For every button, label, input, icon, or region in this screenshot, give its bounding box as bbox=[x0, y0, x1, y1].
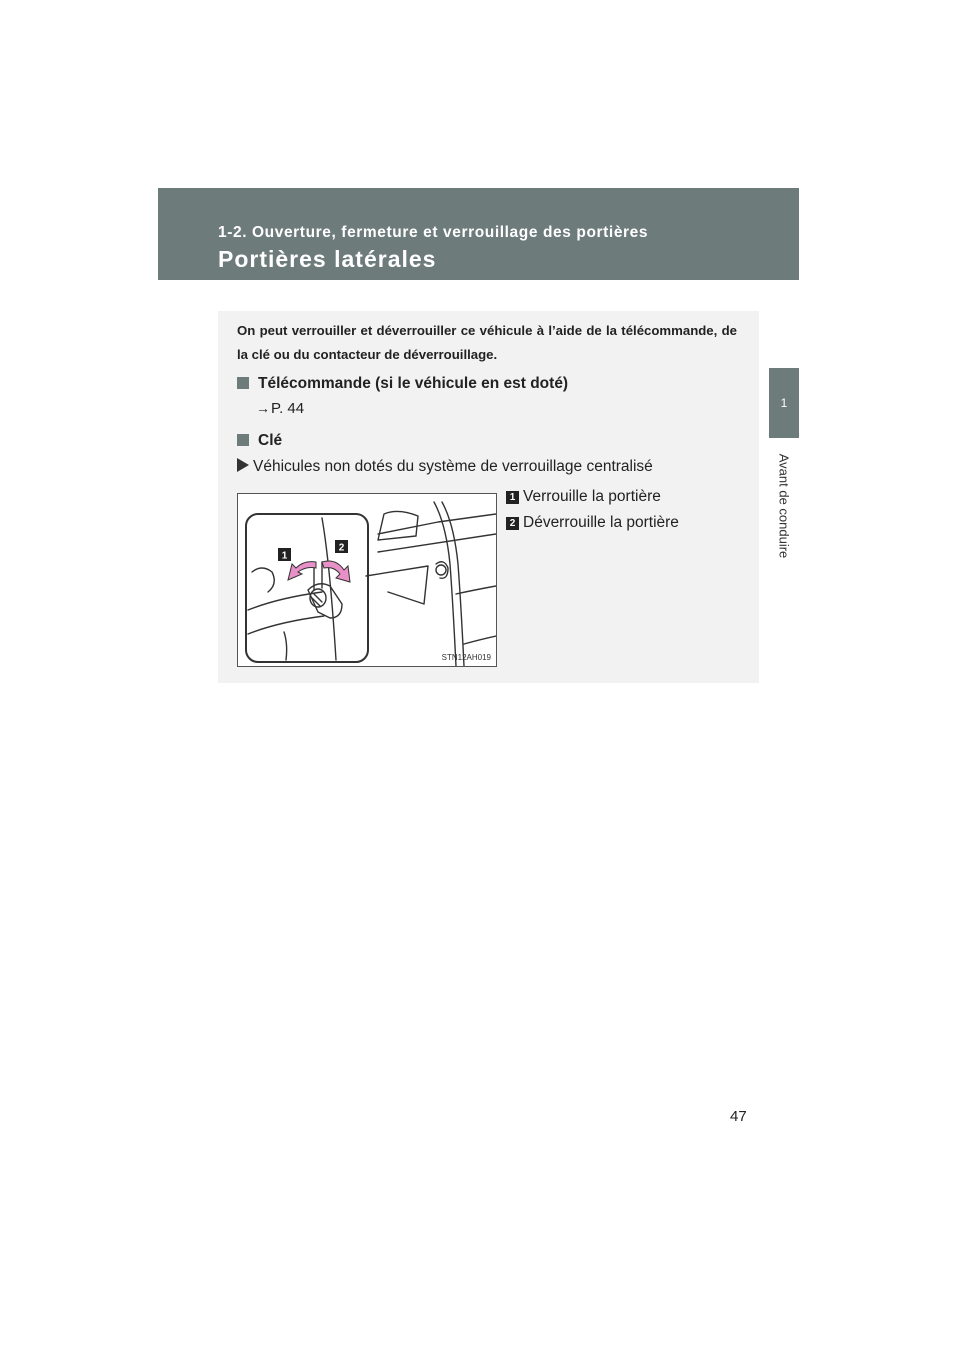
legend-item-unlock bbox=[506, 514, 679, 532]
page-reference bbox=[256, 400, 304, 417]
square-bullet-icon bbox=[237, 434, 249, 446]
number-badge: 2 bbox=[506, 517, 519, 530]
subheading-non-central bbox=[237, 458, 653, 476]
number-badge: 1 bbox=[506, 491, 519, 504]
page-title: Portières latérales bbox=[218, 246, 437, 272]
page-reference-text: P. 44 bbox=[271, 400, 305, 417]
key-lock-illustration bbox=[237, 493, 497, 667]
section-label: 1-2. Ouverture, fermeture et verrouillage des portières bbox=[218, 224, 649, 241]
heading-remote bbox=[237, 375, 568, 393]
intro-text: On peut verrouiller et déverrouiller ce véhicule à l’aide de la télécommande, de la clé ou du contacteur de déverrouillage. bbox=[237, 323, 737, 362]
chapter-name-text: Avant de conduire bbox=[776, 453, 792, 559]
heading-remote-text: Télécommande (si le véhicule en est doté) bbox=[258, 375, 569, 392]
car-door-key-drawing bbox=[238, 494, 496, 666]
content-box bbox=[218, 311, 759, 683]
subheading-text: Véhicules non dotés du système de verrouillage centralisé bbox=[253, 458, 653, 475]
figure-label-2: 2 bbox=[338, 542, 345, 554]
square-bullet-icon bbox=[237, 377, 249, 389]
heading-key-text: Clé bbox=[258, 432, 283, 449]
figure-label-1: 1 bbox=[281, 550, 288, 562]
figure-code: STN12AH019 bbox=[441, 653, 491, 662]
legend-lock-text: Verrouille la portière bbox=[523, 488, 661, 505]
heading-key bbox=[237, 432, 282, 450]
chapter-tab: 1 bbox=[769, 368, 799, 438]
legend-item-lock bbox=[506, 488, 661, 506]
legend-unlock-text: Déverrouille la portière bbox=[523, 514, 679, 531]
page-number: 47 bbox=[730, 1108, 747, 1125]
right-arrow-icon: → bbox=[256, 400, 270, 416]
triangle-bullet-icon bbox=[237, 458, 249, 472]
chapter-name bbox=[760, 446, 808, 566]
chapter-header bbox=[158, 188, 799, 280]
